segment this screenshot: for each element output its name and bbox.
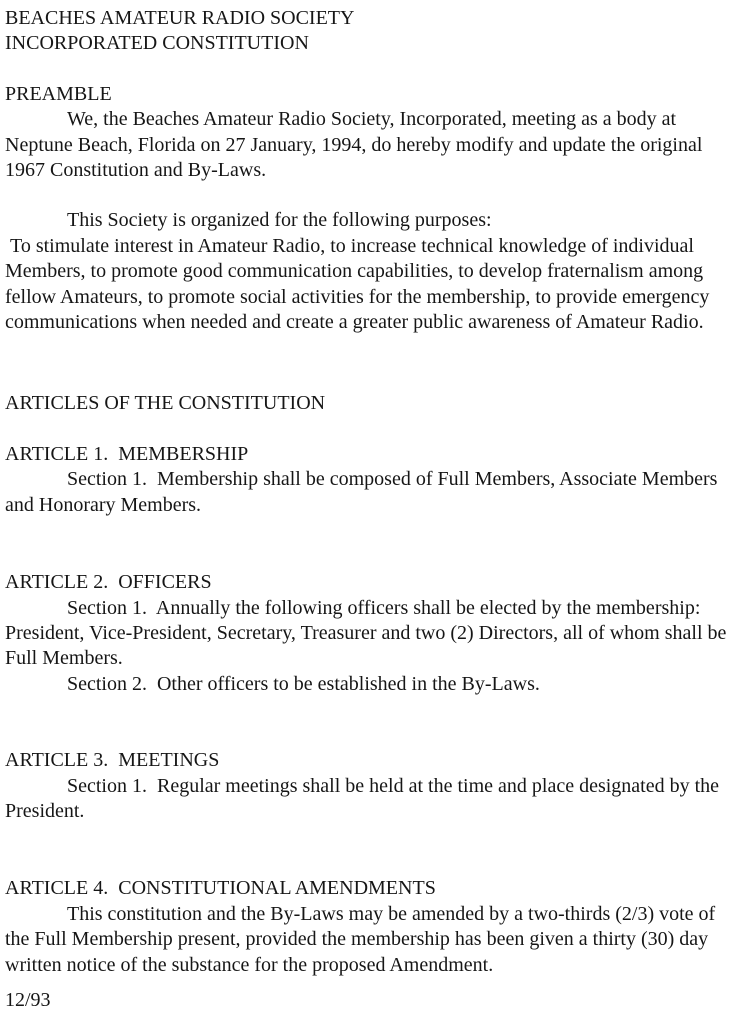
articles-section-heading: ARTICLES OF THE CONSTITUTION [5,392,326,415]
article-3-heading: ARTICLE 3. MEETINGS [5,749,220,772]
article-1-paragraph: Section 1. Membership shall be composed of Full Members, Associate Members and Honorary Members. [5,468,723,516]
purpose-intro-line: This Society is organized for the following purposes: [67,209,492,232]
document-title-line-1: BEACHES AMATEUR RADIO SOCIETY [5,7,355,29]
document-title-line-2: INCORPORATED CONSTITUTION [5,32,309,55]
preamble-paragraph: We, the Beaches Amateur Radio Society, Incorporated, meeting as a body at Neptune Beach, Florida on 27 January, 1994, do hereby modify and update the original 1967 Constitution and By-Laws. [5,108,708,182]
article-3-paragraph: Section 1. Regular meetings shall be held at the time and place designated by the President. [5,774,725,822]
article-4-paragraph: This constitution and the By-Laws may be amended by a two-thirds (2/3) vote of the Full Membership present, provided the membership has been given a thirty (30) day written notice of the substance for the proposed Amendment. [5,902,721,976]
article-1-heading: ARTICLE 1. MEMBERSHIP [5,442,249,465]
preamble-heading: PREAMBLE [5,82,112,105]
purpose-paragraph: To stimulate interest in Amateur Radio, to increase technical knowledge of individual Members, to promote good communication capabilities, to develop fraternalism among fellow Amateurs, to promote social activities for the membership, to provide emergency communications when needed and create a greater public awareness of Amateur Radio. [5,234,715,334]
article-2-paragraph-1: Section 1. Annually the following officers shall be elected by the membership: President, Vice-President, Secretary, Treasurer and two (2) Directors, all of whom shall be Full Members. [5,596,732,670]
article-2-heading: ARTICLE 2. OFFICERS [5,571,212,594]
page-footer-date: 12/93 [5,988,51,1011]
article-2-paragraph-2: Section 2. Other officers to be established in the By-Laws. [67,672,540,695]
article-4-heading: ARTICLE 4. CONSTITUTIONAL AMENDMENTS [5,877,436,900]
